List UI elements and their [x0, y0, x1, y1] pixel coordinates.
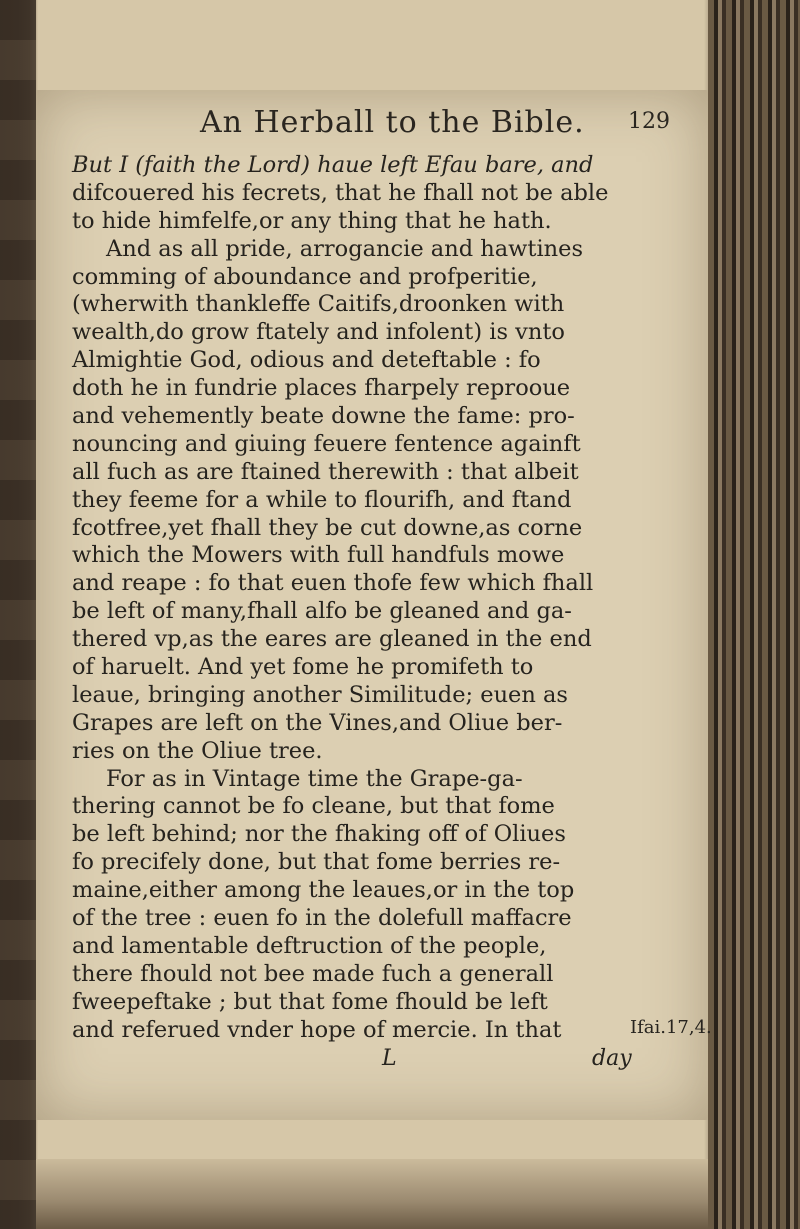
text-line: thering cannot be fo cleane, but that fome — [72, 793, 555, 820]
text-line: there fhould not bee made fuch a generall — [72, 960, 554, 987]
text-line: fcotfree,yet fhall they be cut downe,as corne — [72, 514, 583, 541]
binding-edge — [0, 0, 36, 1229]
text-line: maine,either among the leaues,or in the top — [72, 877, 575, 904]
text-line: Almightie God, odious and deteftable : fo — [72, 347, 541, 374]
page-stack-edge — [708, 0, 800, 1229]
text-line: they feeme for a while to flourifh, and ftand — [72, 486, 572, 513]
text-line: But I (faith the Lord) haue left Efau bare, and — [72, 152, 594, 178]
body-text — [72, 152, 672, 1045]
footer-row — [72, 1046, 672, 1074]
text-line: nouncing and giuing feuere fentence againft — [72, 430, 581, 457]
text-line: comming of aboundance and profperitie, — [72, 263, 538, 290]
page-number: 129 — [628, 109, 670, 134]
text-line: doth he in fundrie places fharpely reprooue — [72, 375, 571, 402]
page-bottom-shadow — [36, 1159, 708, 1229]
catchword: day — [592, 1046, 632, 1071]
text-line: And as all pride, arrogancie and hawtines — [106, 235, 584, 262]
text-line: wealth,do grow ftately and infolent) is vnto — [72, 319, 565, 346]
text-line: all fuch as are ftained therewith : that albeit — [72, 458, 579, 485]
text-line: ries on the Oliue tree. — [72, 737, 323, 764]
running-head: An Herball to the Bible. — [200, 105, 585, 140]
text-line: Grapes are left on the Vines,and Oliue ber- — [72, 709, 563, 736]
text-line: (wherwith thankleffe Caitifs,droonken with — [72, 291, 565, 318]
text-line: difcouered his fecrets, that he fhall not be able — [72, 179, 609, 206]
text-line: and reape : fo that euen thofe few which fhall — [72, 570, 594, 597]
text-line: leaue, bringing another Similitude; euen as — [72, 681, 568, 708]
text-line: of the tree : euen fo in the dolefull maffacre — [72, 905, 572, 932]
text-line: and vehemently beate downe the fame: pro- — [72, 403, 575, 430]
text-line: fo precifely done, but that fome berries re- — [72, 849, 561, 876]
text-line: For as in Vintage time the Grape-ga- — [106, 765, 523, 792]
text-line: be left behind; nor the fhaking off of Oliues — [72, 821, 566, 848]
text-line: which the Mowers with full handfuls mowe — [72, 542, 565, 569]
text-line: to hide himfelfe,or any thing that he hath. — [72, 207, 552, 234]
text-line: and lamentable deftruction of the people, — [72, 932, 547, 959]
text-line: thered vp,as the eares are gleaned in the end — [72, 626, 592, 653]
page-header — [200, 105, 700, 149]
text-line: fweepeftake ; but that fome fhould be left — [72, 988, 548, 1015]
signature-mark: L — [382, 1046, 397, 1071]
text-line: and referued vnder hope of mercie. In that — [72, 1016, 562, 1043]
text-line: of haruelt. And yet fome he promifeth to — [72, 654, 534, 681]
text-line: be left of many,fhall alfo be gleaned and ga- — [72, 598, 572, 625]
margin-note: Ifai.17,4. — [630, 1017, 712, 1038]
